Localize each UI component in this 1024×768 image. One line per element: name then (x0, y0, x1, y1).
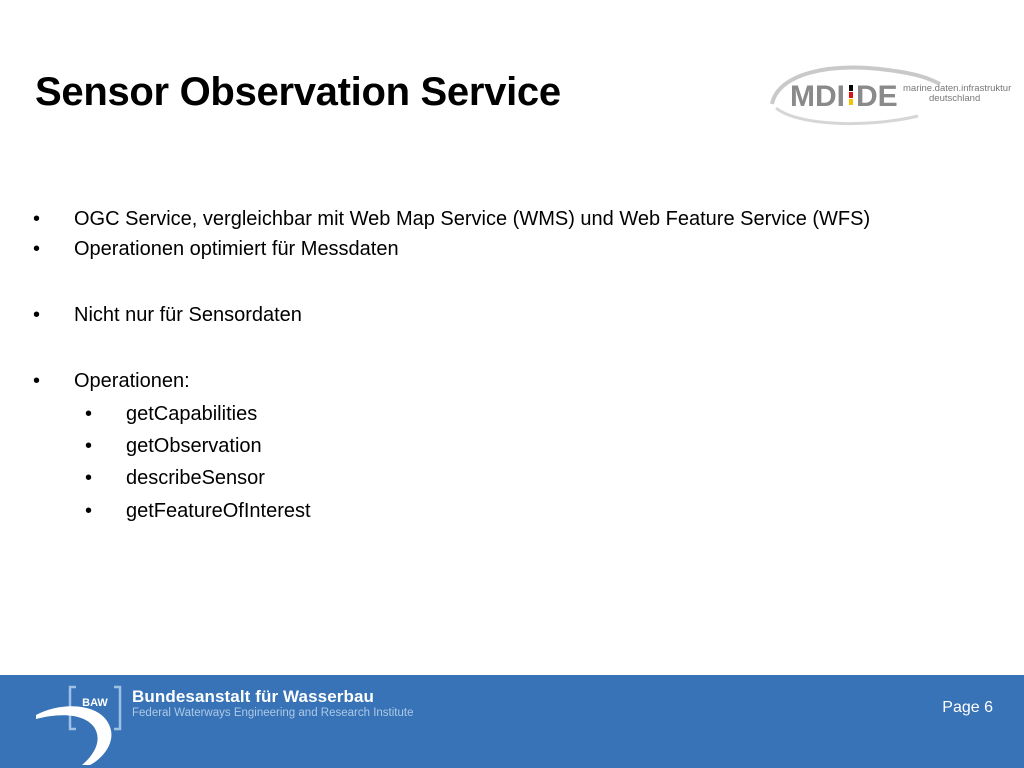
org-name: Bundesanstalt für Wasserbau (132, 687, 375, 706)
bullet-item (33, 304, 302, 327)
bullet-text: Operationen: (74, 370, 190, 392)
bullet-dot: • (33, 208, 41, 230)
logo-de-text: DE (856, 80, 898, 113)
logo-subtitle (903, 84, 1018, 104)
sub-bullet-item (85, 403, 257, 426)
bullet-item (33, 370, 190, 393)
bullet-text: OGC Service, vergleichbar mit Web Map Service (WMS) und Web Feature Service (WFS) (74, 208, 871, 230)
bullet-dot: • (33, 238, 41, 260)
bullet-text: describeSensor (126, 467, 265, 489)
bullet-text: getFeatureOfInterest (126, 500, 311, 522)
bullet-dot: • (33, 304, 41, 326)
footer-bar (0, 675, 1024, 768)
bullet-item (33, 238, 399, 261)
slide-title: Sensor Observation Service (35, 70, 561, 114)
bullet-dot: • (85, 467, 93, 489)
logo-sub-line1: marine.daten.infrastruktur (903, 83, 1012, 94)
logo-sub-line2: deutschland (929, 93, 981, 104)
sub-bullet-item (85, 467, 265, 490)
baw-badge-text: BAW (82, 697, 108, 709)
bullet-item (33, 208, 870, 231)
bullet-text: getCapabilities (126, 403, 258, 425)
bullet-dot: • (85, 500, 93, 522)
logo-mdi-text: MDI (790, 80, 845, 113)
bullet-dot: • (33, 370, 41, 392)
page-number: Page 6 (942, 699, 993, 716)
bullet-text: getObservation (126, 435, 262, 457)
bullet-text: Operationen optimiert für Messdaten (74, 238, 399, 260)
bullet-text: Nicht nur für Sensordaten (74, 304, 302, 326)
sub-bullet-item (85, 435, 262, 458)
sub-bullet-item (85, 500, 311, 523)
bullet-dot: • (85, 403, 93, 425)
baw-logo-icon (32, 679, 132, 765)
bullet-dot: • (85, 435, 93, 457)
org-subtitle: Federal Waterways Engineering and Research Institute (132, 707, 414, 719)
